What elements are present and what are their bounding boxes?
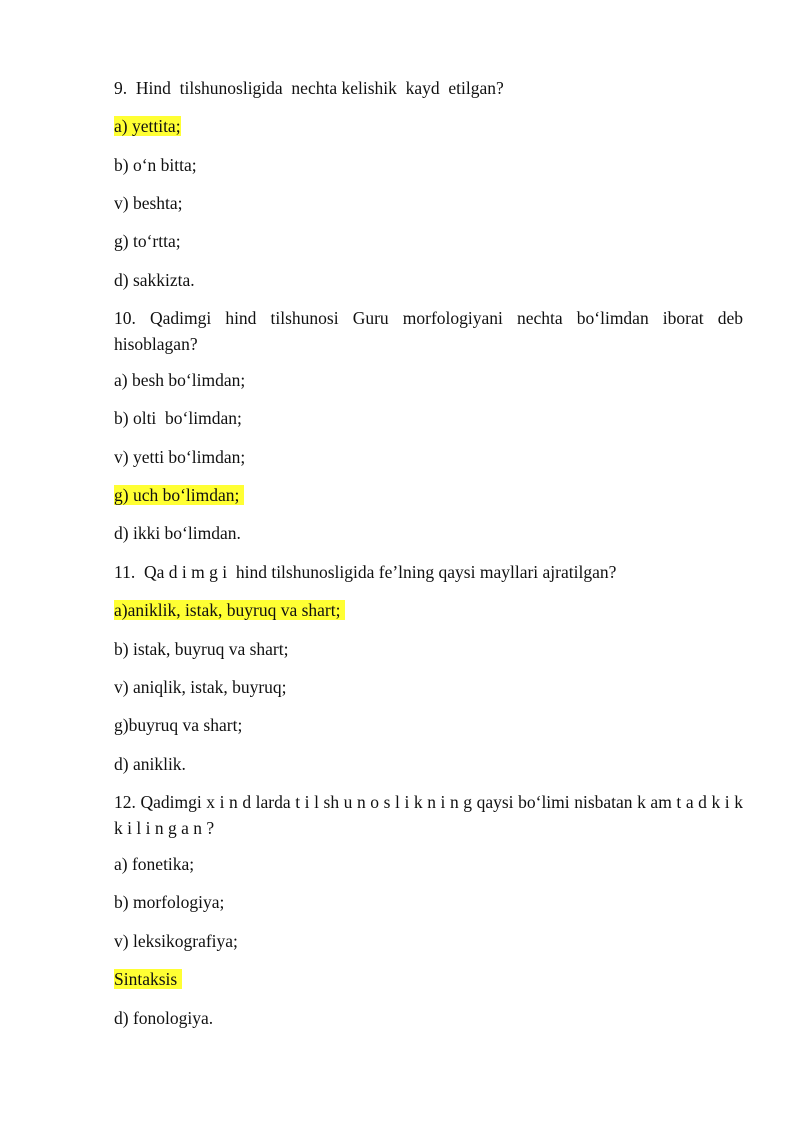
highlighted-answer: a) yettita;	[114, 116, 181, 136]
question-10: 10. Qadimgi hind tilshunosi Guru morfologiyani nechta bo‘limdan iborat deb hisoblagan?	[114, 308, 743, 354]
highlighted-answer: Sintaksis	[114, 969, 182, 989]
option-9v: v) beshta;	[114, 193, 183, 213]
option-10b: b) olti bo‘limdan;	[114, 408, 242, 428]
option-10a: a) besh bo‘limdan;	[114, 370, 246, 390]
highlighted-answer: a)aniklik, istak, buyruq va shart;	[114, 600, 345, 620]
option-11a	[114, 598, 345, 622]
option-9b: b) o‘n bitta;	[114, 155, 197, 175]
option-10d: d) ikki bo‘limdan.	[114, 523, 241, 543]
option-12b: b) morfologiya;	[114, 892, 225, 912]
option-11b: b) istak, buyruq va shart;	[114, 639, 289, 659]
option-10g	[114, 483, 244, 507]
option-10v: v) yetti bo‘limdan;	[114, 447, 246, 467]
highlighted-answer: g) uch bo‘limdan;	[114, 485, 244, 505]
option-12v: v) leksikografiya;	[114, 931, 238, 951]
option-11d: d) aniklik.	[114, 754, 186, 774]
question-9: 9. Hind tilshunosligida nechta kelishik kayd etilgan?	[114, 78, 504, 98]
option-9d: d) sakkizta.	[114, 270, 195, 290]
option-11v: v) aniqlik, istak, buyruq;	[114, 677, 287, 697]
question-11: 11. Qa d i m g i hind tilshunosligida fe’lning qaysi mayllari ajratilgan?	[114, 562, 617, 582]
option-9g: g) to‘rtta;	[114, 231, 181, 251]
option-12a: a) fonetika;	[114, 854, 195, 874]
question-12: 12. Qadimgi x i n d larda t i l sh u n o s l i k n i n g qaysi bo‘limi nisbatan k am t a d k i k k i l i n g a n ?	[114, 792, 743, 838]
option-11g: g)buyruq va shart;	[114, 715, 243, 735]
option-9a	[114, 114, 181, 138]
option-12-sintaksis	[114, 967, 182, 991]
option-12d: d) fonologiya.	[114, 1008, 214, 1028]
